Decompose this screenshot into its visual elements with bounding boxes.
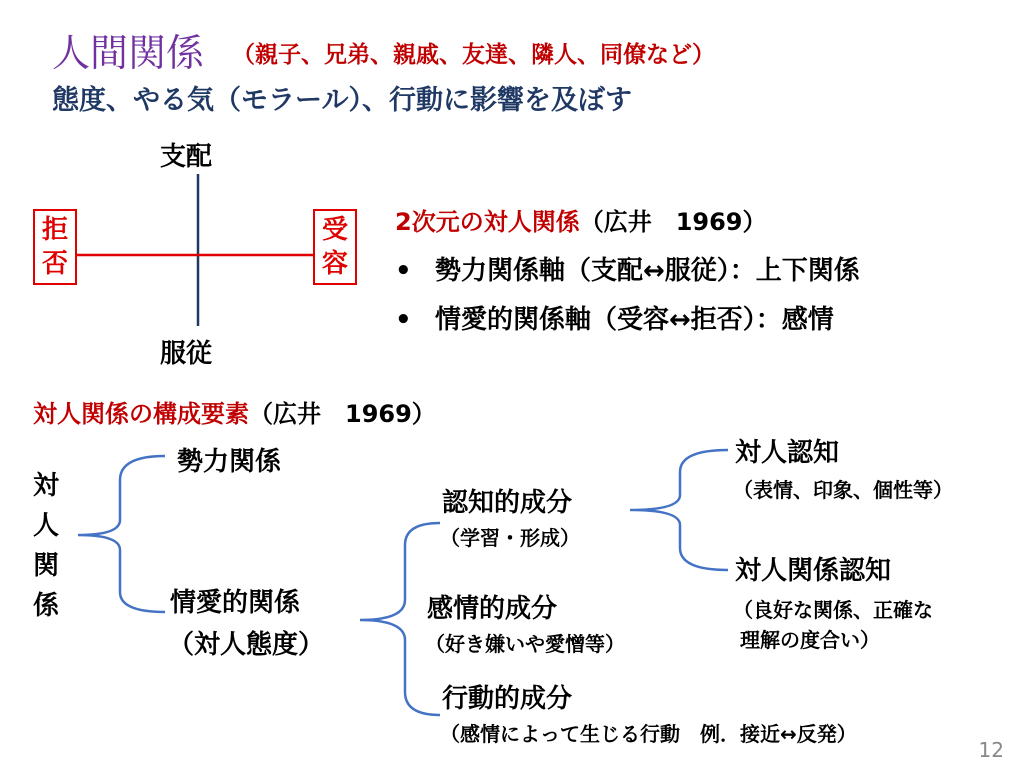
axis-label-submission: 服従 <box>160 339 213 369</box>
bullet-dot: • <box>395 256 412 286</box>
slide-subtitle: 態度、やる気（モラール）、行動に影響を及ぼす <box>52 85 632 116</box>
tree-node-emotional: 感情的成分 <box>427 594 558 624</box>
slide-title-examples: （親子、兄弟、親戚、友達、隣人、同僚など） <box>232 42 715 68</box>
dimensions-heading <box>395 202 767 237</box>
tree-node-relation-cognition: 対人関係認知 <box>735 556 892 586</box>
cognitive-bracket <box>630 450 728 570</box>
bullet-item <box>395 299 834 336</box>
dimensions-heading-title: 2次元の対人関係 <box>395 208 580 236</box>
components-heading-title: 対人関係の構成要素 <box>33 400 249 428</box>
tree-note-person-cognition: （表情、印象、個性等） <box>733 478 953 502</box>
tree-node-cognitive: 認知的成分 <box>442 488 573 518</box>
rejection-char-1: 拒 <box>41 215 68 245</box>
tree-note-relation-cognition-1: （良好な関係、正確な <box>733 598 933 622</box>
tree-note-emotional: （好き嫌いや愛憎等） <box>425 632 625 656</box>
bullet-text: 情愛的関係軸（受容↔拒否）：感情 <box>435 305 834 335</box>
bullet-text: 勢力関係軸（支配↔服従）：上下関係 <box>435 256 860 286</box>
acceptance-char-2: 容 <box>321 249 348 279</box>
tree-node-affection-subtitle: （対人態度） <box>168 630 325 660</box>
axis-label-rejection <box>33 209 77 285</box>
acceptance-char-1: 受 <box>321 215 348 245</box>
tree-root-interpersonal-relations: 対人関係 <box>32 471 59 621</box>
tree-note-relation-cognition-2: 理解の度合い） <box>740 628 880 652</box>
slide-title: 人間関係 <box>52 31 205 75</box>
page-number: 12 <box>978 738 1004 762</box>
tree-node-person-cognition: 対人認知 <box>735 438 840 468</box>
dimensions-heading-citation: （広井 1969） <box>579 208 767 236</box>
axis-label-acceptance <box>313 209 357 285</box>
rejection-char-2: 否 <box>41 249 68 279</box>
tree-node-power: 勢力関係 <box>177 447 282 477</box>
bullet-item <box>395 250 860 287</box>
components-heading-citation: （広井 1969） <box>249 400 436 428</box>
tree-note-behavioral: （感情によって生じる行動 例．接近↔反発） <box>440 722 857 746</box>
axis-label-dominance: 支配 <box>160 142 213 172</box>
tree-note-cognitive: （学習・形成） <box>440 526 580 550</box>
tree-node-behavioral: 行動的成分 <box>442 684 573 714</box>
root-bracket <box>78 456 165 612</box>
tree-node-affection: 情愛的関係 <box>170 588 301 618</box>
bullet-dot: • <box>395 305 412 335</box>
components-heading <box>33 394 436 429</box>
